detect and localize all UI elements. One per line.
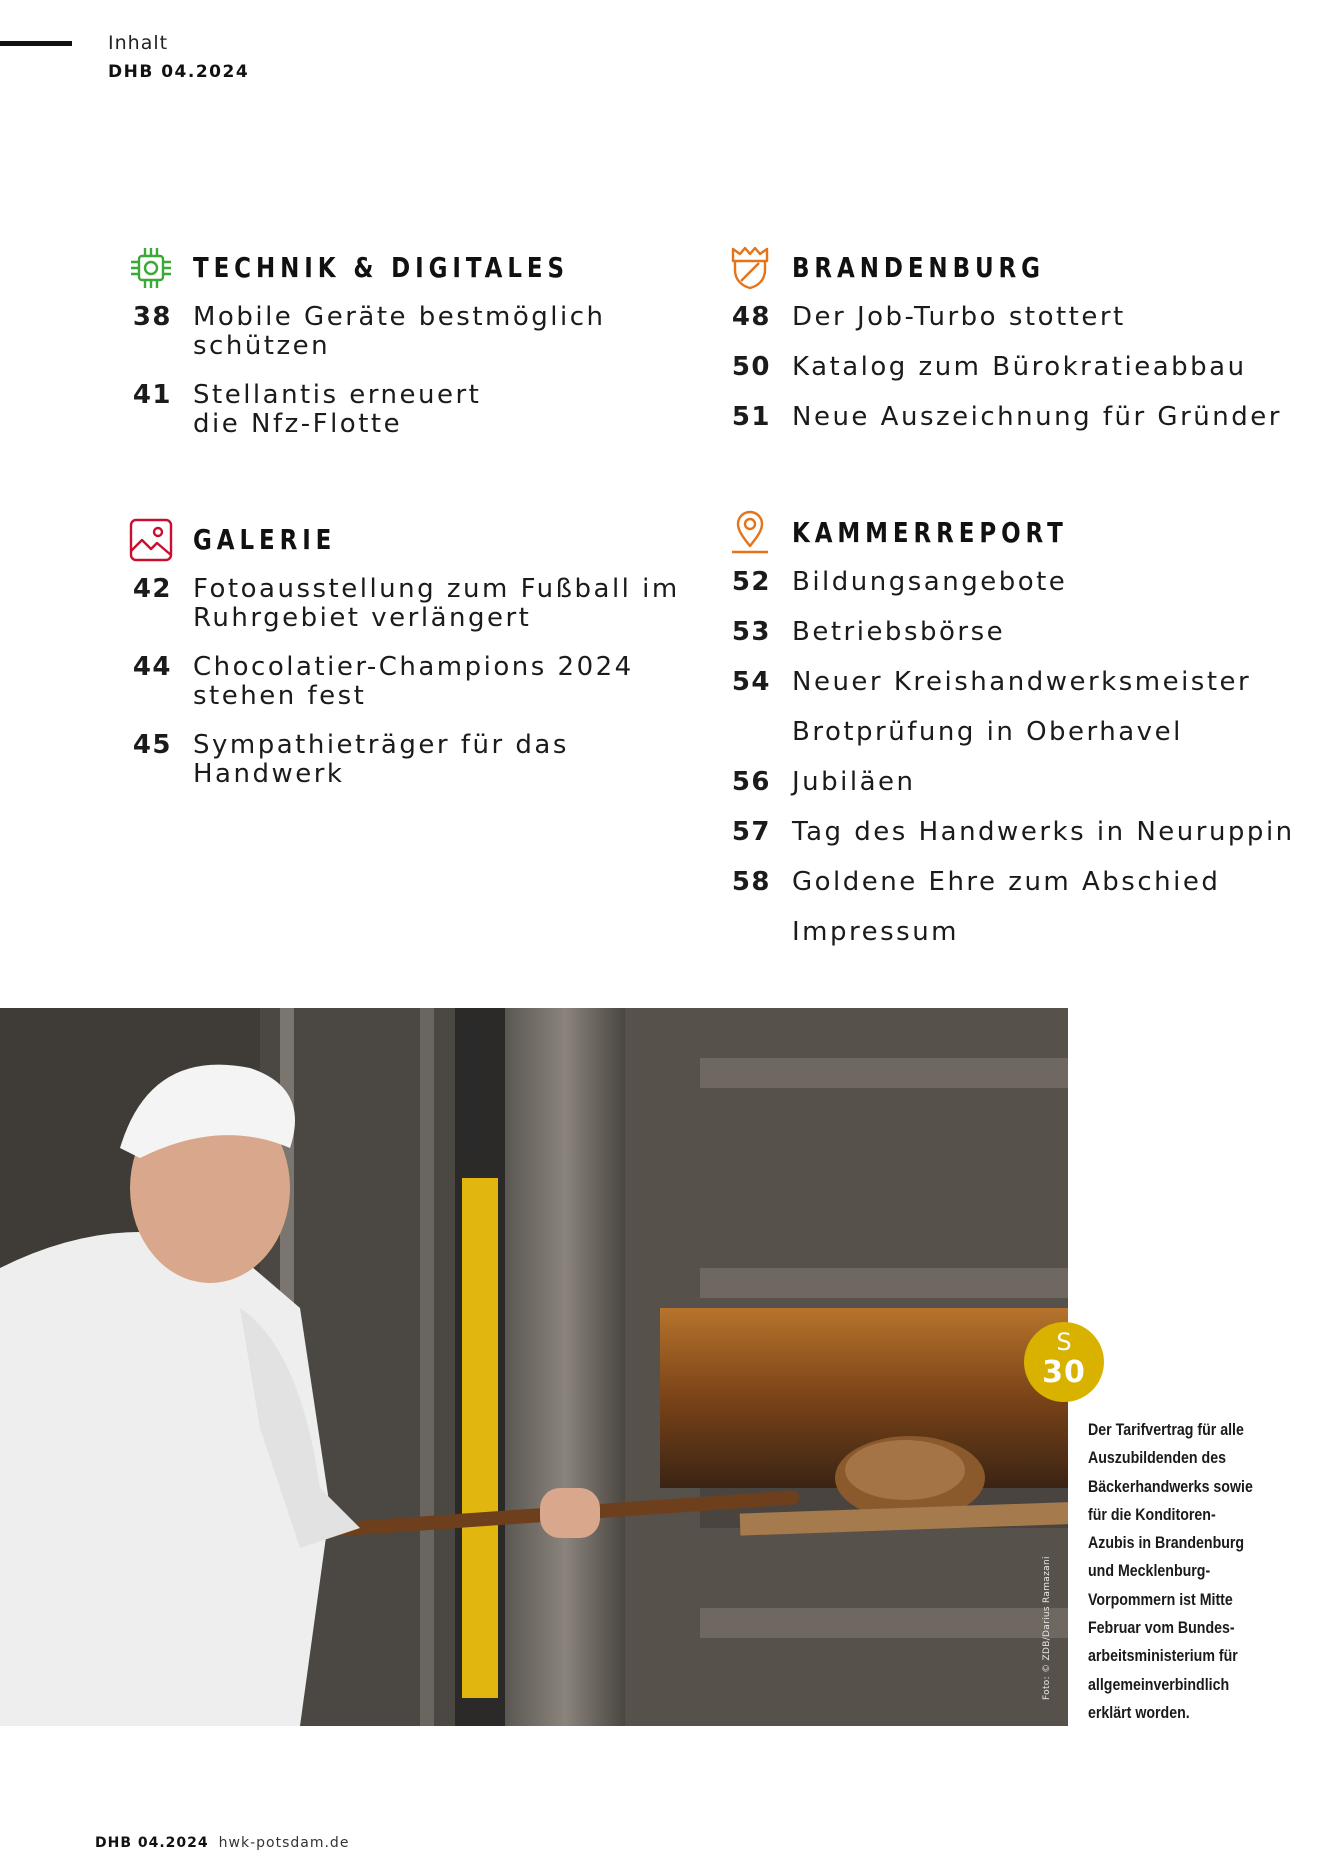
entry-title: Neue Auszeichnung für Gründer (792, 402, 1282, 432)
page-number: 50 (731, 352, 771, 382)
issue-label: DHB 04.2024 (108, 62, 250, 82)
location-pin-icon (727, 510, 773, 556)
badge-page-number: 30 (1042, 1355, 1086, 1390)
section-kammerreport (727, 510, 1307, 968)
feature-photo (0, 1008, 1068, 1726)
entry-title: Goldene Ehre zum Abschied (792, 867, 1221, 897)
toc-entry[interactable] (727, 818, 1307, 868)
header-rule (0, 41, 72, 46)
section-brandenburg (727, 245, 1307, 453)
entry-title: Sympathieträger für das Handwerk (193, 730, 569, 789)
entry-title: Chocolatier-Champions 2024 stehen fest (193, 652, 634, 711)
toc-entry[interactable] (128, 653, 688, 711)
page-number: 45 (132, 730, 172, 760)
section-label: Inhalt (108, 32, 169, 54)
page-number: 48 (731, 302, 771, 332)
entry-title: Bildungsangebote (792, 567, 1068, 597)
page-number: 41 (132, 380, 172, 410)
baker-illustration (0, 1008, 1068, 1726)
page-number: 42 (132, 574, 172, 604)
toc-entry[interactable] (727, 303, 1307, 353)
section-title: GALERIE (193, 523, 337, 556)
entry-title: Mobile Geräte bestmöglich schützen (193, 302, 606, 361)
toc-entry[interactable] (727, 618, 1307, 668)
entry-title: Jubiläen (792, 767, 916, 797)
entry-title: Stellantis erneuert die Nfz-Flotte (193, 380, 482, 439)
page-number: 56 (731, 767, 771, 797)
section-galerie (128, 517, 688, 809)
section-title: TECHNIK & DIGITALES (193, 251, 569, 284)
image-icon (128, 517, 174, 563)
entry-title: Brotprüfung in Oberhavel (792, 717, 1183, 747)
entry-title: Impressum (792, 917, 960, 947)
badge-prefix: S (1056, 1328, 1072, 1356)
page-badge[interactable] (1024, 1322, 1104, 1402)
footer (95, 1835, 349, 1851)
page-number: 52 (731, 567, 771, 597)
page-number: 38 (132, 302, 172, 332)
toc-entry[interactable] (128, 575, 688, 633)
entry-title: Fotoausstellung zum Fußball im Ruhrgebiet verlängert (193, 574, 680, 633)
toc-entry[interactable] (727, 718, 1307, 768)
toc-entry[interactable] (727, 568, 1307, 618)
page-number: 44 (132, 652, 172, 682)
toc-entry[interactable] (727, 353, 1307, 403)
footer-url[interactable]: hwk-potsdam.de (218, 1835, 350, 1851)
entry-title: Der Job-Turbo stottert (792, 302, 1126, 332)
toc-entry[interactable] (727, 918, 1307, 968)
toc-entry[interactable] (727, 868, 1307, 918)
entry-title: Tag des Handwerks in Neuruppin (792, 817, 1295, 847)
toc-entry[interactable] (727, 768, 1307, 818)
feature-caption: Der Tarifvertrag für alle Auszubildenden des Bäckerhandwerks sowie für die Konditoren-Azubis in Brandenburg und Mecklenburg-Vorpommern ist Mitte Februar vom Bundes-arbeitsministerium für allgemeinverbindlich erklärt worden. (1088, 1421, 1253, 1722)
section-title: KAMMERREPORT (792, 516, 1068, 549)
toc-entry[interactable] (727, 668, 1307, 718)
entry-title: Betriebsbörse (792, 617, 1006, 647)
toc-entry[interactable] (727, 403, 1307, 453)
page-number: 58 (731, 867, 771, 897)
chip-icon (128, 245, 174, 291)
crest-icon (727, 245, 773, 291)
toc-entry[interactable] (128, 381, 688, 439)
entry-title: Neuer Kreishandwerksmeister (792, 667, 1252, 697)
page-number: 54 (731, 667, 771, 697)
toc-entry[interactable] (128, 303, 688, 361)
footer-issue: DHB 04.2024 (95, 1835, 209, 1851)
entry-title: Katalog zum Bürokratieabbau (792, 352, 1247, 382)
page-number: 53 (731, 617, 771, 647)
section-title: BRANDENBURG (792, 251, 1045, 284)
page-number: 51 (731, 402, 771, 432)
photo-credit: Foto: © ZDB/Darius Ramazani (1042, 1556, 1052, 1700)
page-number: 57 (731, 817, 771, 847)
toc-entry[interactable] (128, 731, 688, 789)
section-technik (128, 245, 688, 459)
